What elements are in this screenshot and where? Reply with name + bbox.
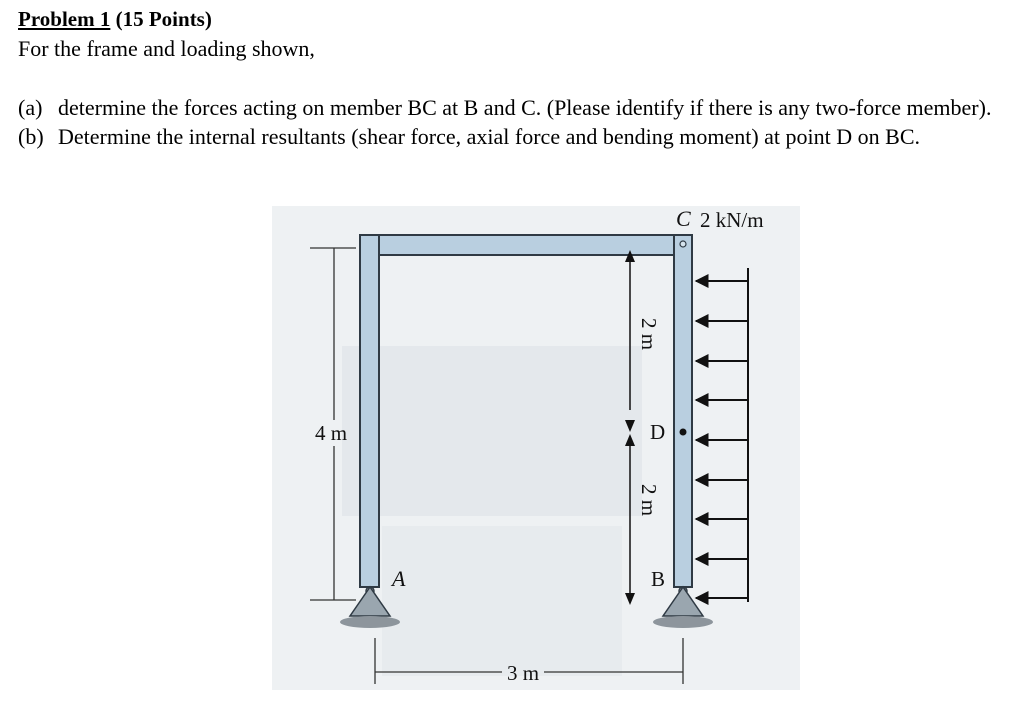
pin-c [680, 241, 686, 247]
problem-parts [18, 93, 1018, 151]
part-b-text: Determine the internal resultants (shear force, axial force and bending moment) at point D on BC. [58, 124, 920, 149]
point-d-dot [680, 429, 687, 436]
label-a: A [392, 566, 406, 591]
part-a [18, 93, 1018, 122]
background-shade-lower [382, 526, 622, 676]
dim-lower-label: 2 m [637, 484, 661, 517]
problem-title: Problem 1 [18, 7, 111, 31]
label-d: D [650, 420, 666, 444]
part-b-label: (b) [18, 124, 44, 149]
background-shade [342, 346, 642, 516]
problem-heading [18, 6, 212, 32]
dim-height-label: 4 m [315, 421, 348, 445]
dim-upper-label: 2 m [637, 318, 661, 351]
joint-fill [361, 236, 378, 254]
part-a-text: determine the forces acting on member BC at B and C. (Please identify if there is any two-force member). [58, 95, 992, 120]
problem-intro: For the frame and loading shown, [18, 36, 315, 61]
dim-width-label: 3 m [507, 661, 540, 685]
problem-points: (15 Points) [115, 7, 212, 31]
member-left-column [360, 235, 379, 587]
label-load: 2 kN/m [700, 208, 764, 232]
label-c: C [676, 206, 691, 231]
label-b: B [651, 567, 666, 591]
frame-figure [272, 206, 800, 690]
member-bc [674, 235, 692, 587]
member-top-beam [360, 235, 692, 255]
part-b [18, 122, 1018, 151]
part-a-label: (a) [18, 95, 43, 120]
